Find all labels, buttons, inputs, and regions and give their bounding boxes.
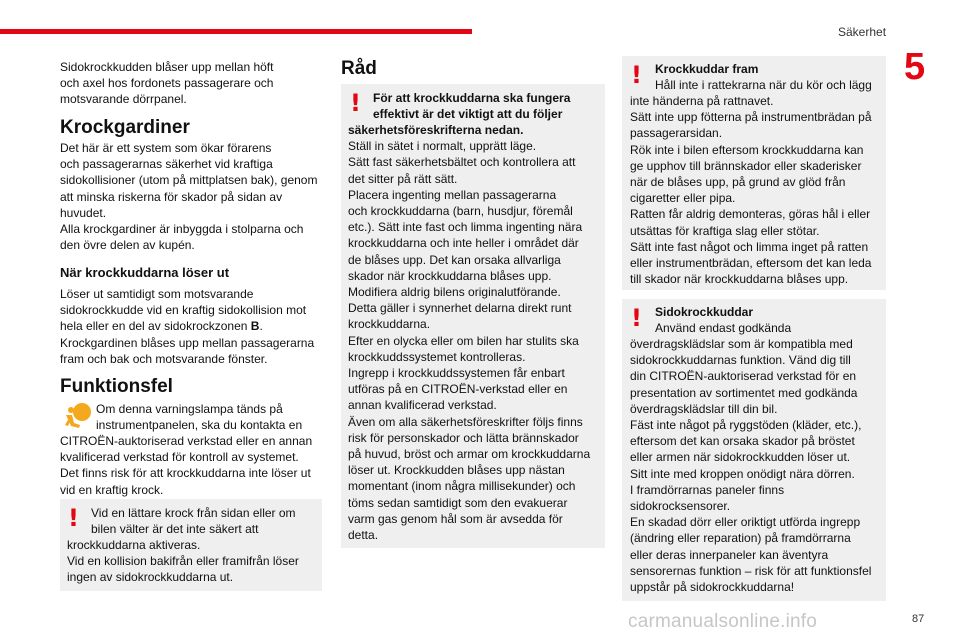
text-line: I framdörrarnas paneler finns xyxy=(630,482,785,497)
text-line: Vid en lättare krock från sidan eller om xyxy=(91,506,296,520)
text-line: kvalificerad verkstad för kontroll av systemet. xyxy=(60,450,299,465)
text-line: sidokollisioner (utom på mittplatsen bak), genom xyxy=(60,173,318,188)
text-line: Detta gäller i synnerhet delarna direkt runt xyxy=(348,301,572,316)
text-line: på huvud, bröst och armar om krockkuddarna xyxy=(348,447,591,462)
text-line: sidokrocksensorer. xyxy=(630,499,731,514)
warning-exclamation-icon: ! xyxy=(350,89,361,117)
advice-box-bold-indent xyxy=(373,90,601,122)
text-line: Efter en olycka eller om bilen har stulits ska xyxy=(348,333,579,348)
heading-krockgardiner: Krockgardiner xyxy=(60,117,190,138)
warning-exclamation-icon: ! xyxy=(68,504,79,532)
warning-box-text xyxy=(67,537,319,586)
text-line: eftersom det kan orsaka skador på bröstet xyxy=(630,434,855,449)
intro-paragraph xyxy=(60,59,273,108)
text-line: inte händerna på rattnavet. xyxy=(630,94,774,108)
text-line: Alla krockgardiner är inbyggda i stolparna och xyxy=(60,222,304,237)
watermark: carmanualsonline.info xyxy=(628,611,818,632)
text-line: vid en kraftig krock. xyxy=(60,482,164,497)
text-line: En skadad dörr eller oriktigt utförda ingrepp xyxy=(630,515,861,530)
side-airbag-box xyxy=(622,299,886,601)
funktionsfel-paragraph-indent xyxy=(96,401,326,433)
text-line: de blåses upp. Det kan orsaka allvarliga xyxy=(348,252,561,267)
text-line: Fäst inte något på ryggstöden (kläder, etc.), xyxy=(630,418,862,433)
text-line: och passagerarnas säkerhet vid kraftiga xyxy=(60,157,273,172)
text-line: Sätt inte upp fötterna på instrumentbrädan på xyxy=(630,110,872,125)
text-line: passagerarsidan. xyxy=(630,126,723,141)
text-line: överdragsklädslar till din bil. xyxy=(630,401,778,416)
text-line: Löser ut samtidigt som motsvarande xyxy=(60,287,254,301)
text-line: och krockkuddarna (barn, husdjur, föremål xyxy=(348,204,573,219)
text-line: det sitter på rätt sätt. xyxy=(348,171,458,186)
krockgardiner-paragraph xyxy=(60,140,330,253)
warning-box-sidokrock xyxy=(60,499,322,591)
text-line: detta. xyxy=(348,528,379,543)
zone-letter: B xyxy=(250,319,260,334)
warning-exclamation-icon: ! xyxy=(631,61,642,89)
text-line: Det här är ett system som ökar förarens xyxy=(60,141,272,155)
text-line: presentation av sortimentet med godkända xyxy=(630,385,858,400)
text-line: ingen av sidokrockkuddarna ut. xyxy=(67,570,234,585)
side-airbag-indent xyxy=(655,304,883,336)
text-line: överdragsklädslar som är kompatibla med xyxy=(630,337,853,351)
text-line: hela eller en del av sidokrockzonen B. xyxy=(60,319,263,334)
warning-exclamation-icon: ! xyxy=(631,304,642,332)
text-line: Krockgardinen blåses upp mellan passagerarna xyxy=(60,335,315,350)
heading-nar-krockkuddarna: När krockkuddarna löser ut xyxy=(60,265,230,280)
airbag-warning-icon xyxy=(60,401,92,433)
text-line: annan kvalificerad verkstad. xyxy=(348,398,497,413)
text-line: krockkuddarna och inte heller i området där xyxy=(348,236,579,251)
text-line: ge upphov till brännskador eller skaderisker xyxy=(630,158,862,173)
text-line: uppstår på sidokrockkuddarna! xyxy=(630,580,795,595)
text-line: effektivt är det viktigt att du följer xyxy=(373,107,563,122)
text-line: töms sedan samtidigt som den evakuerar xyxy=(348,495,568,510)
front-airbag-box xyxy=(622,56,886,290)
text-line: eller instrumentbrädan, eftersom det kan leda xyxy=(630,256,872,271)
text-line: löser ut. Krockkudden blåses upp nästan xyxy=(348,463,565,478)
text-line: din CITROËN-auktoriserad verkstad för en xyxy=(630,369,857,384)
text-line: Sätt fast säkerhetsbältet och kontrollera att xyxy=(348,155,576,170)
text-line: sidokrockkuddarnas funktion. Vänd dig till xyxy=(630,353,851,368)
text-line: sidokrockkudde vid en kraftig sidokollision mot xyxy=(60,303,307,318)
box-title: Krockkuddar fram xyxy=(655,62,759,76)
text-line: utsättas för kraftiga slag eller stötar. xyxy=(630,223,820,238)
text-line: cigaretter eller pipa. xyxy=(630,191,736,206)
text-line: momentant (inom några millisekunder) och xyxy=(348,479,576,494)
heading-funktionsfel: Funktionsfel xyxy=(60,376,173,397)
advice-box-text xyxy=(348,122,604,543)
text-line: Sidokrockkudden blåser upp mellan höft xyxy=(60,60,274,74)
text-line: Ratten får aldrig demonteras, göras hål i eller xyxy=(630,207,871,222)
text-line: För att krockkuddarna ska fungera xyxy=(373,91,571,105)
text-line: Sitt inte med kroppen onödigt nära dörren. xyxy=(630,466,855,481)
text-line: (ändring eller reparation) på framdörrarna xyxy=(630,531,851,546)
box-title: Sidokrockkuddar xyxy=(655,305,754,319)
chapter-number: 5 xyxy=(904,46,926,88)
section-title: Säkerhet xyxy=(838,25,887,39)
text-line: fram och bak och motsvarande fönster. xyxy=(60,351,268,366)
text-line: Placera ingenting mellan passagerarna xyxy=(348,187,557,202)
text-line: utföras på en CITROËN-verkstad eller en xyxy=(348,382,568,397)
text-line: bilen välter är det inte säkert att xyxy=(91,522,259,537)
text-line: och axel hos fordonets passagerare och xyxy=(60,76,274,91)
page-number: 87 xyxy=(912,613,925,625)
text-line: Ställ in sätet i normalt, upprätt läge. xyxy=(348,139,537,154)
text-line: Använd endast godkända xyxy=(655,321,792,336)
nar-paragraph xyxy=(60,286,330,367)
text-line: skador när krockkuddarna blåses upp. xyxy=(348,268,552,283)
funktionsfel-paragraph xyxy=(60,433,330,498)
front-airbag-text xyxy=(630,93,886,287)
text-line: till skador när krockkuddarna blåses upp. xyxy=(630,272,849,287)
text-line: Sätt inte fast något och limma inget på ratten xyxy=(630,239,869,254)
text-line: krockkuddarna aktiveras. xyxy=(67,538,201,552)
text-line: eller armen när sidokrockkudden löser ut. xyxy=(630,450,851,465)
heading-rad: Råd xyxy=(341,58,377,79)
text-line: att minska riskerna för skador på sidan av xyxy=(60,189,283,204)
text-line: säkerhetsföreskrifterna nedan. xyxy=(348,123,524,137)
text-line: Det finns risk för att krockkuddarna inte löser ut xyxy=(60,466,311,481)
text-line: krockkuddarna. xyxy=(348,317,431,332)
text-line: den övre delen av kupén. xyxy=(60,238,195,253)
text-line: CITROËN-auktoriserad verkstad eller en annan xyxy=(60,434,313,448)
text-line: Modifiera aldrig bilens originalutförande. xyxy=(348,285,561,300)
text-line: Vid en kollision bakifrån eller framifrån löser xyxy=(67,554,299,569)
text-line: huvudet. xyxy=(60,205,107,220)
advice-box xyxy=(341,84,605,548)
text-line: eller deras innerpaneler kan äventyra xyxy=(630,547,829,562)
front-airbag-indent xyxy=(655,61,883,93)
text-line: Håll inte i rattekrarna när du kör och lägg xyxy=(655,78,872,93)
text-line: sensorernas funktion – risk för att funktionsfel xyxy=(630,563,872,578)
text-line: krockkuddssystemet kontrolleras. xyxy=(348,349,526,364)
text-line: Ingrepp i krockkuddssystemen får enbart xyxy=(348,366,565,381)
text-line: etc.). Sätt inte fast och limma ingenting nära xyxy=(348,220,583,235)
text-line: Rök inte i bilen eftersom krockkuddarna kan xyxy=(630,142,864,157)
text-line: motsvarande dörrpanel. xyxy=(60,92,187,107)
text-line: risk för personskador och lätta brännskador xyxy=(348,430,579,445)
text-line: instrumentpanelen, ska du kontakta en xyxy=(96,418,303,433)
text-line: varm gas genom hål som är avsedda för xyxy=(348,511,563,526)
side-airbag-text xyxy=(630,336,886,595)
header-accent-bar xyxy=(0,29,472,34)
text-line: Om denna varningslampa tänds på xyxy=(96,402,283,416)
warning-box-text-indent xyxy=(91,505,316,537)
text-line: när de blåses upp, på grund av glöd från xyxy=(630,175,846,190)
text-line: Även om alla säkerhetsföreskrifter följs finns xyxy=(348,414,583,429)
